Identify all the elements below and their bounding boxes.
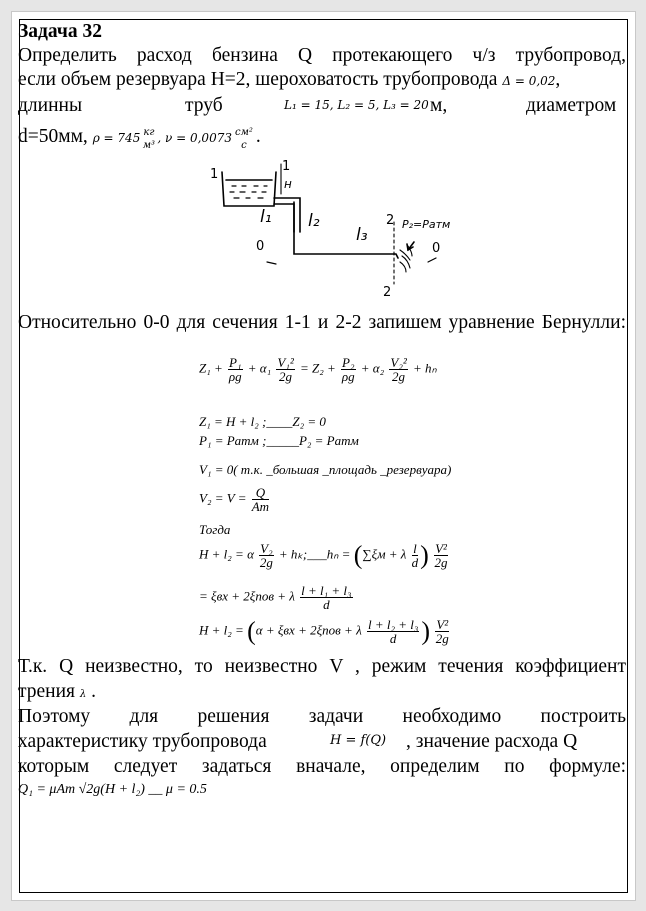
head-h-label: н [284, 177, 292, 191]
density-formula: ρ = 745 кг м³ , ν = 0,0073 см² с [92, 126, 253, 151]
v1-condition: V₁ = 0( т.к. _большая _площадь _резервуара) [199, 462, 452, 477]
head-equation: H + l₂ = α $\frac{\text{V₂}}{2g}$ + hₖ;___hₙ = (∑ξм + λ $\frac{l}{d}$ ) $\frac{\text{V²}}{2g}$ [199, 540, 448, 570]
problem-line-1: Определить расход бензина Q протекающего ч/з трубопровод, [18, 45, 626, 66]
h-of-q-formula: H = f(Q) [330, 733, 387, 748]
datum-0-left-label: 0 [256, 239, 265, 254]
problem-title: Задача 32 [18, 21, 102, 42]
note-line-3: Поэтому для решения задачи необходимо построить [18, 706, 626, 727]
p-conditions: P₁ = Pатм ;_____P₂ = Pатм [199, 433, 359, 448]
pipe-l2-label: l₂ [308, 211, 320, 231]
tank-outline [222, 172, 276, 206]
bernoulli-equation: Z₁ + $\frac{\text{P₁}}{\rho g}$ + α₁ $\frac{\text{V₁²}}{2g}$ = Z₂ + $\frac{\text{P₂}}{\rho g}$ + α₂ $\frac{\text{V₂²}}{2g}$ + hₙ [199, 355, 437, 384]
problem-line-4: d=50мм, ρ = 745 кг м³ , ν = 0,0073 см² с . [18, 126, 261, 151]
section-2-bottom-label: 2 [383, 285, 392, 298]
pipeline-diagram [196, 158, 454, 298]
pipe-l1-label: l₁ [260, 207, 272, 227]
togda-label: Тогда [199, 522, 231, 537]
flow-formula: Q₁ = μAт √2g(H + l₂) __ μ = 0.5 [18, 782, 207, 797]
lambda-symbol: λ [79, 689, 87, 700]
pressure-label: P₂=Pатм [402, 218, 451, 231]
section-2-top-label: 2 [386, 213, 395, 228]
lengths-formula: L₁ = 15, L₂ = 5, L₃ = 20 [284, 98, 429, 112]
roughness-formula: Δ = 0,02 [502, 74, 556, 88]
bernoulli-intro: Относительно 0-0 для сечения 1-1 и 2-2 запишем уравнение Бернулли: [18, 312, 626, 333]
section-1-left-label: 1 [210, 167, 219, 182]
note-line-1: Т.к. Q неизвестно, то неизвестно V , режим течения коэффициент [18, 656, 626, 677]
pipe-l3-label: l₃ [356, 225, 368, 245]
z-conditions: Z₁ = H + l₂ ;____Z₂ = 0 [199, 414, 326, 429]
v2-equation: V₂ = V = $\frac{Q}{Aт}$ [199, 485, 270, 514]
problem-line-2: если объем резервуара H=2, шероховатость трубопровода Δ = 0,02, [18, 69, 561, 90]
final-equation: H + l₂ = (α + ξвх + 2ξпов + λ $\frac{\text{l + l₂ + l₃}}{d}$ ) $\frac{\text{V²}}{2g}$ [199, 616, 449, 646]
datum-0-right-label: 0 [432, 241, 441, 256]
loss-equation: = ξвх + 2ξпов + λ $\frac{\text{l + l₁ + l₃}}{d}$ [199, 583, 352, 612]
note-line-2: трения λ . [18, 681, 96, 702]
section-1-right-label: 1 [282, 159, 291, 174]
note-line-5: которым следует задаться вначале, определим по формуле: [18, 756, 626, 777]
